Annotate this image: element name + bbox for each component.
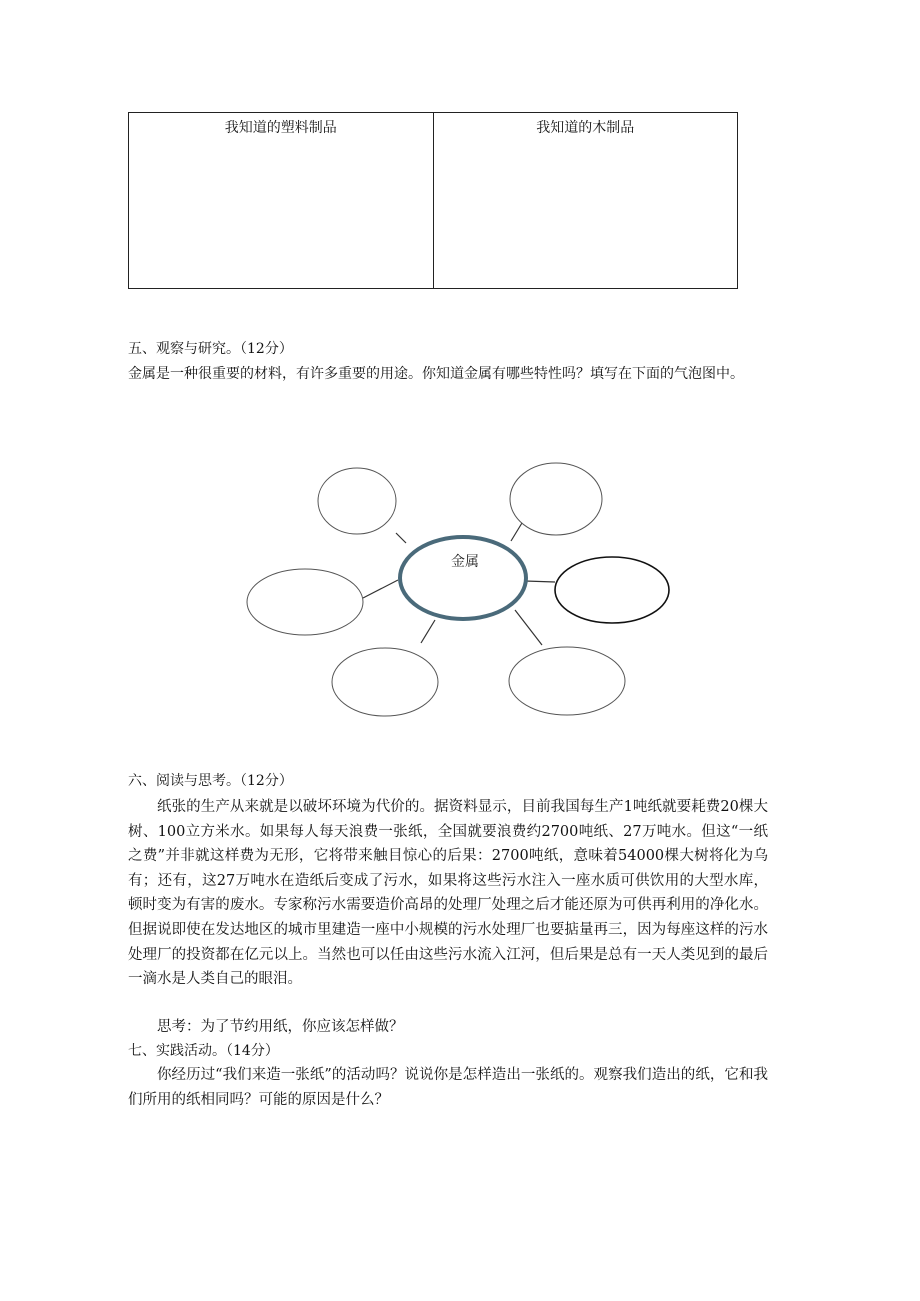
connector-bottom-left xyxy=(421,620,435,643)
connector-top-left xyxy=(396,533,406,543)
bubble-left[interactable] xyxy=(247,569,363,635)
connector-left xyxy=(363,580,398,598)
center-bubble xyxy=(400,537,526,619)
wood-products-header: 我知道的木制品 xyxy=(536,120,635,136)
section7-prompt: 你经历过“我们来造一张纸”的活动吗？说说你是怎样造出一张纸的。观察我们造出的纸，它和我们所用的纸相同吗？可能的原因是什么？ xyxy=(128,1067,768,1108)
section7-title: 七、实践活动。（14分） xyxy=(128,1043,279,1059)
connector-bottom-right xyxy=(515,610,542,645)
bubble-top-left[interactable] xyxy=(318,468,396,534)
section5-prompt: 金属是一种很重要的材料，有许多重要的用途。你知道金属有哪些特性吗？填写在下面的气泡图中。 xyxy=(128,366,744,382)
bubble-bottom-right[interactable] xyxy=(509,647,625,715)
section6-title: 六、阅读与思考。（12分） xyxy=(128,773,293,789)
section6-passage: 纸张的生产从来就是以破坏环境为代价的。据资料显示，目前我国每生产1吨纸就要耗费20棵大树、100立方米水。如果每人每天浪费一张纸，全国就要浪费约2700吨纸、27万吨水。但这“一纸之费”并非就这样费为无形，它将带来触目惊心的后果：2700吨纸，意味着54000棵大树将化为乌有；还有，这27万吨水在造纸后变成了污水，如果将这些污水注入一座水质可供饮用的大型水库，顿时变为有害的废水。专家称污水需要造价高昂的处理厂处理之后才能还原为可供再利用的净化水。但据说即使在发达地区的城市里建造一座中小规模的污水处理厂也要掂量再三，因为每座这样的污水处理厂的投资都在亿元以上。当然也可以任由这些污水流入江河，但后果是总有一天人类见到的最后一滴水是人类自己的眼泪。 xyxy=(128,799,768,988)
connector-right xyxy=(525,581,555,582)
center-label: 金属 xyxy=(451,554,479,570)
bubble-right[interactable] xyxy=(555,557,669,623)
plastic-products-header: 我知道的塑料制品 xyxy=(224,120,337,136)
bubble-top-right[interactable] xyxy=(510,463,602,535)
bubble-bottom-left[interactable] xyxy=(332,648,438,716)
section5-title: 五、观察与研究。（12分） xyxy=(128,341,293,357)
section6-question: 思考：为了节约用纸，你应该怎样做？ xyxy=(157,1019,404,1035)
